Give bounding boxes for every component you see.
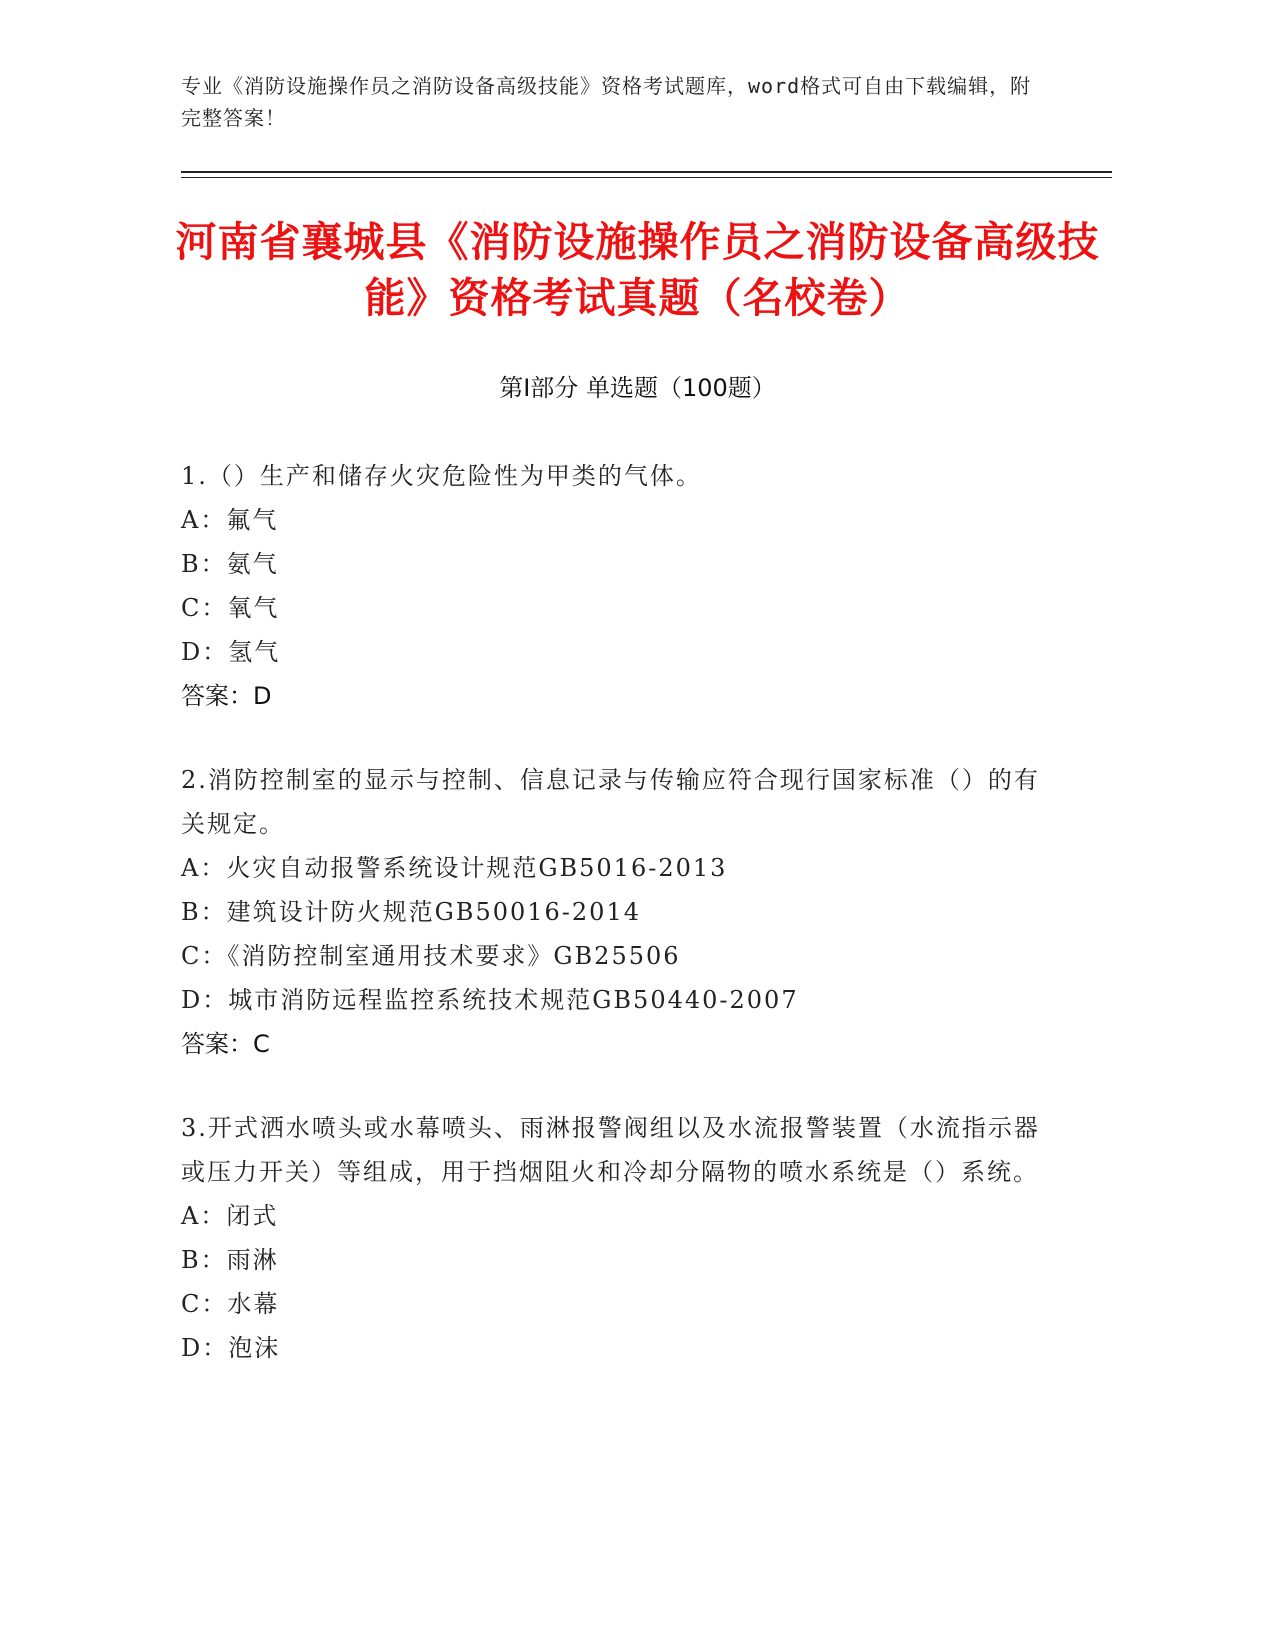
option-b: B：雨淋	[181, 1246, 279, 1274]
section-heading: 第Ⅰ部分 单选题（100题）	[499, 374, 776, 402]
header-note: 专业《消防设施操作员之消防设备高级技能》资格考试题库，word格式可自由下载编辑，附完整答案！	[181, 74, 1032, 130]
document-title: 河南省襄城县《消防设施操作员之消防设备高级技能》资格考试真题（名校卷）	[175, 218, 1100, 322]
header-rule-thin	[181, 177, 1112, 178]
option-c: C：水幕	[181, 1290, 280, 1318]
question-text: 2.消防控制室的显示与控制、信息记录与传输应符合现行国家标准（）的有关规定。	[181, 766, 1040, 838]
question-3	[181, 1106, 1061, 1370]
option-a: A：氟气	[181, 506, 279, 534]
option-b: B：氨气	[181, 550, 279, 578]
question-2	[181, 758, 1061, 1066]
option-c: C：《消防控制室通用技术要求》GB25506	[181, 942, 681, 970]
question-text: 3.开式洒水喷头或水幕喷头、雨淋报警阀组以及水流报警装置（水流指示器或压力开关）等组成，用于挡烟阻火和冷却分隔物的喷水系统是（）系统。	[181, 1114, 1040, 1186]
question-text: 1.（）生产和储存火灾危险性为甲类的气体。	[181, 462, 702, 490]
option-d: D：氢气	[181, 638, 281, 666]
option-a: A：火灾自动报警系统设计规范GB5016-2013	[181, 854, 728, 882]
answer: 答案：C	[181, 1030, 270, 1058]
option-a: A：闭式	[181, 1202, 279, 1230]
option-b: B：建筑设计防火规范GB50016-2014	[181, 898, 641, 926]
header-rule-thick	[181, 171, 1112, 173]
option-d: D：城市消防远程监控系统技术规范GB50440-2007	[181, 986, 799, 1014]
question-1	[181, 454, 1061, 718]
option-d: D：泡沫	[181, 1334, 281, 1362]
option-c: C：氧气	[181, 594, 280, 622]
answer: 答案：D	[181, 682, 272, 710]
